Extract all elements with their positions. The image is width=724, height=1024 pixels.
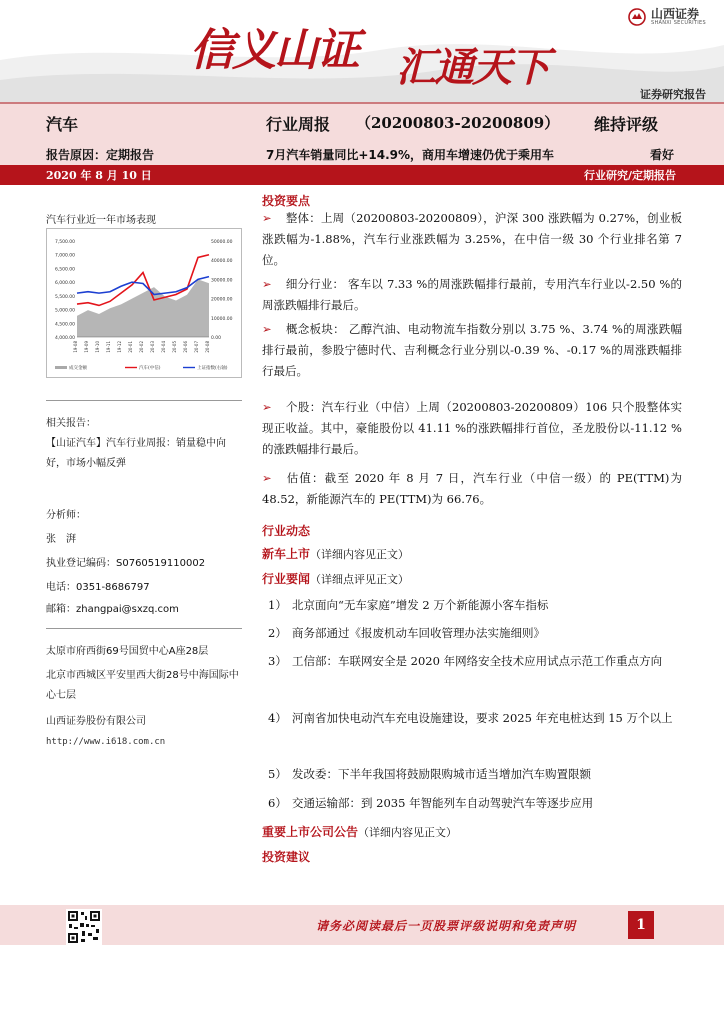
market-chart-svg: [47, 229, 243, 379]
arrow-icon: ➢: [262, 211, 272, 225]
y-left-tick-label: 4,000.00: [54, 336, 75, 341]
series-area-volume: [77, 279, 209, 337]
report-date: 2020 年 8 月 10 日: [46, 169, 152, 182]
bullet-overall: ➢ 整体：上周（20200803-20200809），沪深 300 涨跌幅为 0.27%，创业板涨跌幅为-1.88%，汽车行业涨跌幅为 3.25%，在中信一级 30 个行业排名第 7 位。: [262, 211, 682, 267]
report-category: 行业研究/定期报告: [583, 169, 676, 182]
x-tick-label: 19-09: [84, 341, 89, 353]
y-left-tick-label: 5,000.00: [54, 308, 75, 314]
brand-logo: [628, 8, 706, 26]
x-tick-label: 20-07: [194, 341, 199, 353]
website-link[interactable]: http://www.i618.com.cn: [46, 737, 166, 747]
x-tick-label: 20-04: [161, 341, 166, 353]
x-tick-label: 19-10: [95, 341, 100, 353]
y-right-tick-label: 50000.00: [211, 240, 233, 245]
analyst-name: 张 湃: [46, 534, 76, 545]
x-tick-label: 19-11: [106, 341, 111, 353]
industry-view: 看好: [650, 148, 675, 162]
market-chart: [46, 228, 242, 378]
brand-english: SHANXI SECURITIES: [651, 20, 706, 26]
news-item: 3） 工信部：车联网安全是 2020 年网络安全技术应用试点示范工作重点方向: [268, 654, 663, 668]
brand-emblem-icon: [628, 8, 646, 26]
bullet-valuation: ➢ 估值：截至 2020 年 8 月 7 日，汽车行业（中信一级）的 PE(TTM)为 48.52，新能源汽车的 PE(TTM)为 66.76。: [262, 471, 682, 506]
slogan-part2: 汇通天下: [396, 44, 548, 91]
industry-dynamics-title: 行业动态: [262, 524, 311, 538]
bullet-stocks: ➢ 个股：汽车行业（中信）上周（20200803-20200809）106 只个股整体实现正收益。其中，豪能股份以 41.11 %的涨跌幅排行首位，圣龙股份以-11.12 %的涨跌幅排行最后。: [262, 400, 682, 456]
investment-advice-title: 投资建议: [262, 850, 311, 864]
y-left-tick-label: 7,000.00: [54, 253, 75, 259]
report-headline: 7月汽车销量同比+14.9%，商用车增速仍优于乘用车: [266, 148, 555, 162]
x-tick-label: 19-08: [73, 341, 78, 353]
news-item: 4） 河南省加快电动汽车充电设施建设，要求 2025 年充电桩达到 15 万个以上: [268, 711, 673, 725]
related-label: 相关报告：: [46, 418, 96, 429]
analyst-label: 分析师：: [46, 510, 86, 521]
x-tick-label: 20-06: [183, 341, 188, 353]
license-code: 执业登记编码：S0760519110002: [46, 558, 206, 569]
header-banner: [0, 0, 724, 104]
bullet-concept: ➢ 概念板块： 乙醇汽油、电动物流车指数分别以 3.75 %、3.74 %的周涨跌幅排行最前，参股宁德时代、吉利概念行业分别以-0.39 %、-0.17 %的周涨跌幅排行最后。: [262, 322, 682, 378]
banner-background: [0, 0, 724, 104]
x-tick-label: 19-12: [117, 341, 122, 353]
brand-name: 山西证券: [651, 7, 700, 21]
y-left-tick-label: 6,500.00: [54, 267, 75, 273]
y-right-tick-label: 0.00: [211, 336, 222, 341]
report-reason: 报告原因：定期报告: [46, 148, 155, 162]
y-right-tick-label: 10000.00: [211, 316, 233, 322]
legend-label: 汽车(中信): [139, 366, 161, 371]
x-tick-label: 20-03: [150, 341, 155, 353]
disclaimer-text: 请务必阅读最后一页股票评级说明和免责声明: [316, 919, 577, 933]
y-left-tick-label: 5,500.00: [54, 294, 75, 300]
slogan-part1: 信义山证: [190, 25, 358, 76]
y-right-tick-label: 40000.00: [211, 259, 233, 265]
x-tick-label: 20-05: [172, 341, 177, 353]
x-tick-label: 20-02: [139, 341, 144, 353]
y-left-tick-label: 4,500.00: [54, 322, 75, 328]
bullet-subindustry: ➢ 细分行业： 客车以 7.33 %的周涨跌幅排行最前，专用汽车行业以-2.50 %的周涨跌幅排行最后。: [262, 277, 682, 312]
legend-label: 上证指数(右轴): [197, 366, 228, 371]
news-item: 6） 交通运输部：到 2035 年智能列车自动驾驶汽车等逐步应用: [268, 796, 594, 810]
rating: 维持评级: [594, 115, 659, 134]
arrow-icon: ➢: [262, 277, 272, 291]
announcement-title: 重要上市公司公告（详细内容见正文）: [262, 825, 458, 839]
related-report-link[interactable]: 【山证汽车】汽车行业周报：销量稳中向好，市场小幅反弹: [46, 438, 226, 469]
analyst-email[interactable]: 邮箱：zhangpai@sxzq.com: [46, 604, 179, 615]
arrow-icon: ➢: [262, 471, 272, 485]
address-taiyuan: 太原市府西街69号国贸中心A座28层: [46, 646, 209, 657]
address-beijing: 北京市西城区平安里西大街28号中海国际中心七层: [46, 670, 239, 701]
y-right-tick-label: 30000.00: [211, 278, 233, 284]
analyst-phone: 电话：0351-8686797: [46, 582, 150, 593]
report-period: （20200803-20200809）: [356, 114, 560, 132]
x-tick-label: 20-01: [128, 341, 133, 353]
legend-label: 成交金额: [69, 366, 87, 371]
qr-code-icon: [66, 909, 102, 945]
x-tick-label: 20-08: [205, 341, 210, 353]
sidebar-divider-2: [46, 628, 242, 629]
arrow-icon: ➢: [262, 322, 272, 336]
company-name: 山西证券股份有限公司: [46, 716, 146, 727]
doc-type: 行业周报: [266, 115, 331, 134]
y-right-tick-label: 20000.00: [211, 297, 233, 303]
legend-swatch: [55, 366, 67, 369]
news-item: 1） 北京面向“无车家庭”增发 2 万个新能源小客车指标: [268, 598, 549, 612]
industry-label: 汽车: [46, 115, 79, 134]
page-number: 1: [628, 911, 654, 939]
y-left-tick-label: 6,000.00: [54, 281, 75, 287]
chart-title: 汽车行业近一年市场表现: [46, 215, 156, 226]
new-car-title: 新车上市（详细内容见正文）: [262, 547, 410, 561]
sidebar-divider: [46, 400, 242, 401]
news-item: 5） 发改委：下半年我国将鼓励限购城市适当增加汽车购置限额: [268, 767, 591, 781]
news-item: 2） 商务部通过《报废机动车回收管理办法实施细则》: [268, 626, 545, 640]
y-left-tick-label: 7,500.00: [54, 240, 75, 245]
industry-news-title: 行业要闻（详细点评见正文）: [262, 572, 410, 586]
arrow-icon: ➢: [262, 400, 272, 414]
report-type: 证券研究报告: [640, 88, 706, 101]
invest-summary-title: 投资要点: [262, 194, 311, 208]
